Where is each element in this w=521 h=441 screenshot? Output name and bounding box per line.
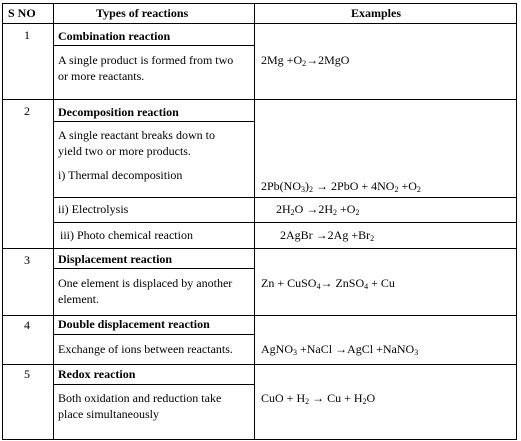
table-border-left bbox=[2, 3, 3, 440]
row-3-sno: 3 bbox=[24, 253, 30, 267]
row-4-title: Double displacement reaction bbox=[58, 317, 210, 331]
row-3-desc-line-1: One element is displaced by another bbox=[58, 276, 233, 290]
row-2-desc-line-2: yield two or more products. bbox=[58, 144, 191, 158]
row-2-subtype-1-label: i) Thermal decomposition bbox=[58, 168, 183, 182]
row-divider-1-title bbox=[53, 45, 255, 46]
row-2-subtype-2-example: $2H_2O \to 2H_2 +O_2$ bbox=[276, 202, 360, 217]
row-4-desc-line-1: Exchange of ions between reactants. bbox=[58, 342, 233, 356]
row-divider-4 bbox=[2, 364, 517, 365]
row-2-title: Decomposition reaction bbox=[58, 105, 179, 119]
row-5-example: CuO + $H_2 \to Cu + H_2O$ bbox=[261, 391, 376, 406]
table-border-bottom bbox=[2, 439, 517, 440]
row-divider-3-title bbox=[53, 268, 255, 269]
header-sno: S NO bbox=[8, 6, 36, 20]
row-5-desc-line-1: Both oxidation and reduction take bbox=[58, 391, 222, 405]
row-2-subtype-3-label: iii) Photo chemical reaction bbox=[60, 228, 193, 242]
row-2-subtype-2-label: ii) Electrolysis bbox=[58, 202, 129, 216]
row-5-sno: 5 bbox=[24, 367, 30, 381]
header-types: Types of reactions bbox=[96, 6, 189, 20]
row-1-sno: 1 bbox=[24, 28, 30, 42]
row-1-example: $2Mg +O_2\to 2MgO$ bbox=[261, 53, 350, 68]
table-border-top bbox=[2, 3, 517, 4]
row-5-desc-line-2: place simultaneously bbox=[58, 407, 159, 421]
row-divider-2 bbox=[2, 248, 517, 249]
row-1-desc-line-2: or more reactants. bbox=[58, 69, 145, 83]
row-divider-header bbox=[2, 23, 517, 24]
row-divider-2-title bbox=[53, 121, 255, 122]
row-1-title: Combination reaction bbox=[58, 29, 171, 43]
row-divider-5-title bbox=[53, 384, 255, 385]
row-divider-2-sub1 bbox=[53, 197, 517, 198]
row-2-desc-line-1: A single reactant breaks down to bbox=[58, 128, 215, 142]
row-2-subtype-1-example: $2Pb(NO_3)_2 \to 2PbO + 4NO_2 +O_2$ bbox=[261, 179, 421, 194]
row-2-subtype-3-example: 2AgBr $\to 2Ag +Br_2$ bbox=[280, 228, 375, 243]
row-3-title: Displacement reaction bbox=[58, 252, 173, 266]
row-2-sno: 2 bbox=[24, 104, 30, 118]
row-3-example: Zn + CuSO$_4$→ ZnSO$_4$ + Cu bbox=[261, 276, 395, 291]
row-divider-1 bbox=[2, 99, 517, 100]
row-divider-4-title bbox=[53, 334, 255, 335]
row-3-desc-line-2: element. bbox=[58, 292, 99, 306]
header-examples: Examples bbox=[351, 6, 402, 20]
row-1-desc-line-1: A single product is formed from two bbox=[58, 53, 234, 67]
row-4-example: AgNO$_3$ +NaCl →AgCl +NaNO$_3$ bbox=[261, 342, 419, 357]
row-divider-2-sub2 bbox=[53, 222, 517, 223]
row-5-title: Redox reaction bbox=[58, 367, 136, 381]
row-4-sno: 4 bbox=[24, 318, 30, 332]
